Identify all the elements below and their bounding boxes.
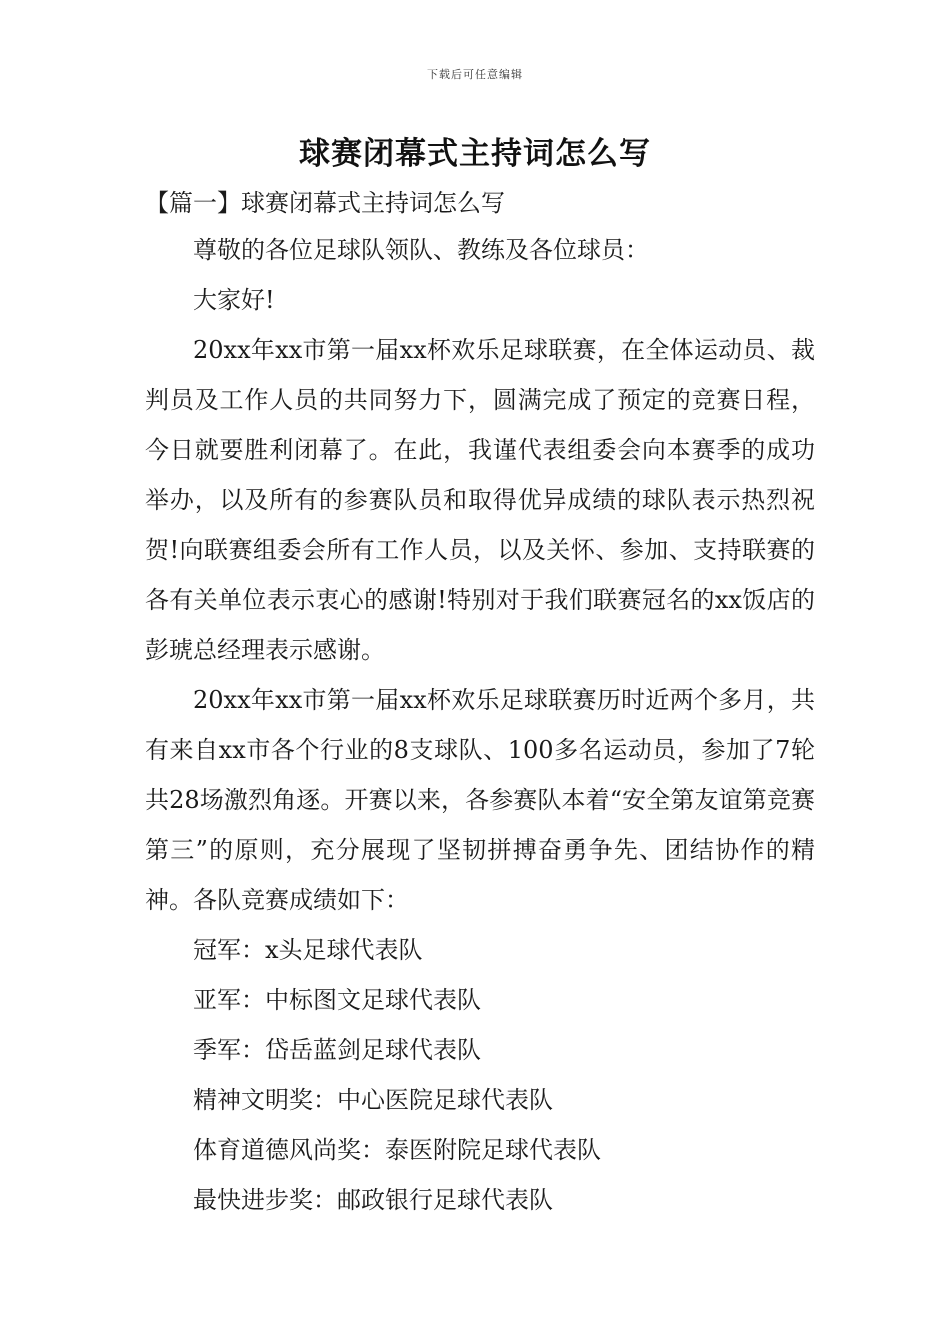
award-line: 季军：岱岳蓝剑足球代表队	[193, 1036, 481, 1064]
document-body	[145, 225, 815, 1225]
award-line: 最快进步奖：邮政银行足球代表队	[193, 1186, 553, 1214]
body-paragraph: 20xx年xx市第一届xx杯欢乐足球联赛，在全体运动员、裁判员及工作人员的共同努力下，圆满完成了预定的竞赛日程，今日就要胜利闭幕了。在此，我谨代表组委会向本赛季的成功举办，以及所有的参赛队员和取得优异成绩的球队表示热烈祝贺!向联赛组委会所有工作人员，以及关怀、参加、支持联赛的各有关单位表示衷心的感谢!特别对于我们联赛冠名的xx饭店的彭琥总经理表示感谢。	[145, 336, 815, 664]
award-line: 体育道德风尚奖：泰医附院足球代表队	[193, 1136, 601, 1164]
section-heading: 【篇一】球赛闭幕式主持词怎么写	[145, 189, 505, 217]
award-line: 亚军：中标图文足球代表队	[193, 986, 481, 1014]
document-title: 球赛闭幕式主持词怎么写	[299, 136, 651, 172]
body-paragraph: 20xx年xx市第一届xx杯欢乐足球联赛历时近两个多月，共有来自xx市各个行业的8支球队、100多名运动员，参加了7轮共28场激烈角逐。开赛以来，各参赛队本着“安全第友谊第竞赛第三”的原则，充分展现了坚韧拼搏奋勇争先、团结协作的精神。各队竞赛成绩如下：	[145, 686, 815, 914]
header-note: 下载后可任意编辑	[427, 68, 523, 81]
salutation-paragraph: 尊敬的各位足球队领队、教练及各位球员：	[193, 236, 649, 264]
award-line: 冠军：x头足球代表队	[193, 936, 423, 964]
greeting-paragraph: 大家好!	[193, 286, 275, 314]
award-line: 精神文明奖：中心医院足球代表队	[193, 1086, 553, 1114]
